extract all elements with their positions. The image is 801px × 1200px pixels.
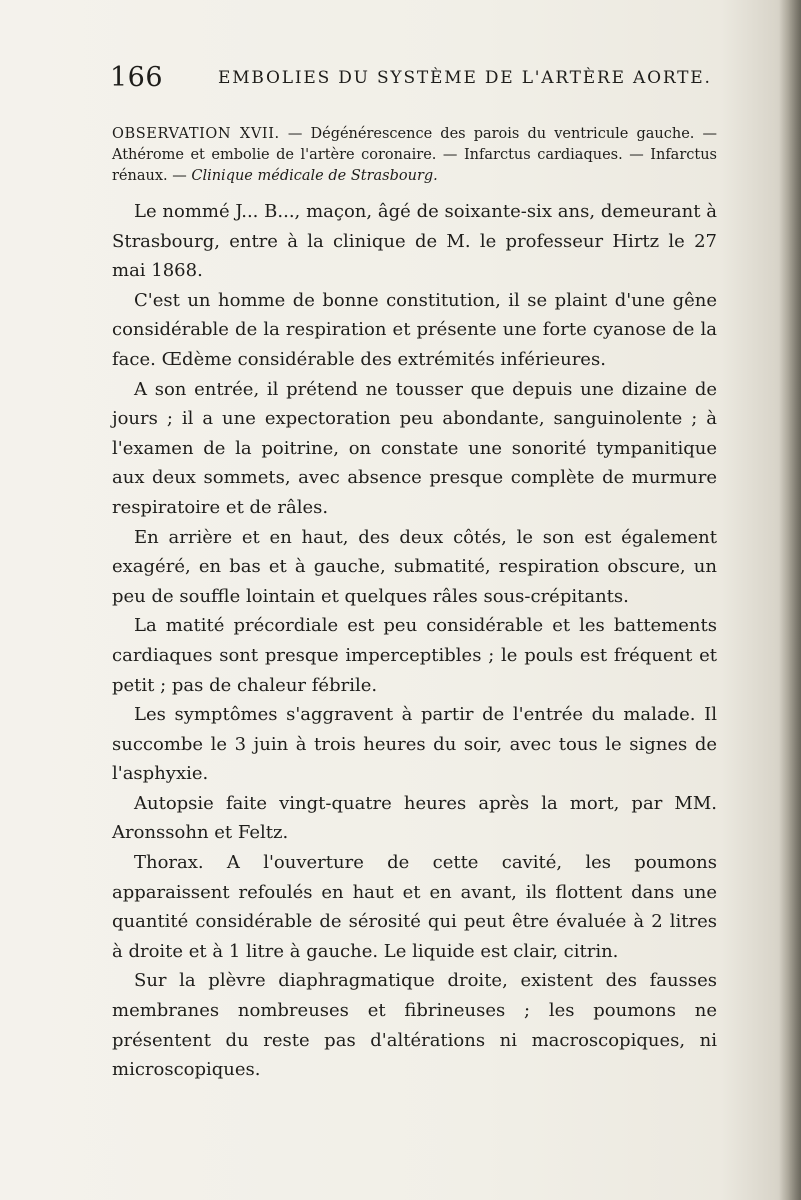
paragraph: C'est un homme de bonne constitution, il se plaint d'une gêne considérable de la respiration et présente une forte cyanose de la face. Œdème considérable des extrémités inférieures. (112, 289, 717, 370)
body-text (112, 124, 717, 1085)
paragraph: A son entrée, il prétend ne tousser que depuis une dizaine de jours ; il a une expectoration peu abondante, sanguinolente ; à l'examen de la poitrine, on constate une sonorité tympanitique aux deux sommets, avec absence presque complète de murmure respiratoire et de râles. (112, 378, 717, 518)
observation-heading (112, 124, 717, 187)
paragraph: En arrière et en haut, des deux côtés, le son est également exagéré, en bas et à gauche, submatité, respiration obscure, un peu de souffle lointain et quelques râles sous-crépitants. (112, 526, 717, 607)
observation-source: Clinique médicale de Strasbourg. (191, 168, 438, 184)
observation-label: OBSERVATION XVII. (112, 126, 280, 142)
observation-summary: — Dégénérescence des parois du ventricule gauche. — Athérome et embolie de l'artère coronaire. — Infarctus cardiaques. — Infarctus rénaux. — (112, 126, 718, 184)
running-title: EMBOLIES DU SYSTÈME DE L'ARTÈRE AORTE. (218, 68, 712, 88)
paragraph: Sur la plèvre diaphragmatique droite, existent des fausses membranes nombreuses et fibrineuses ; les poumons ne présentent du reste pas d'altérations ni macroscopiques, ni microscopiques. (112, 970, 717, 1081)
page-number: 166 (110, 62, 164, 93)
page-edge-shadow (779, 0, 801, 1200)
paragraph: Thorax. A l'ouverture de cette cavité, les poumons apparaissent refoulés en haut et en avant, ils flottent dans une quantité considérable de sérosité qui peut être évaluée à 2 litres à droite et à 1 litre à gauche. Le liquide est clair, citrin. (112, 852, 717, 962)
paragraph: Autopsie faite vingt-quatre heures après la mort, par MM. Aronssohn et Feltz. (112, 792, 717, 844)
paragraph: La matité précordiale est peu considérable et les battements cardiaques sont presque imperceptibles ; le pouls est fréquent et petit ; pas de chaleur fébrile. (112, 615, 717, 696)
page-header (110, 62, 750, 96)
paragraph: Le nommé J... B..., maçon, âgé de soixante-six ans, demeurant à Strasbourg, entre à la clinique de M. le professeur Hirtz le 27 mai 1868. (112, 201, 717, 282)
paragraph: Les symptômes s'aggravent à partir de l'entrée du malade. Il succombe le 3 juin à trois heures du soir, avec tous le signes de l'asphyxie. (112, 704, 717, 785)
